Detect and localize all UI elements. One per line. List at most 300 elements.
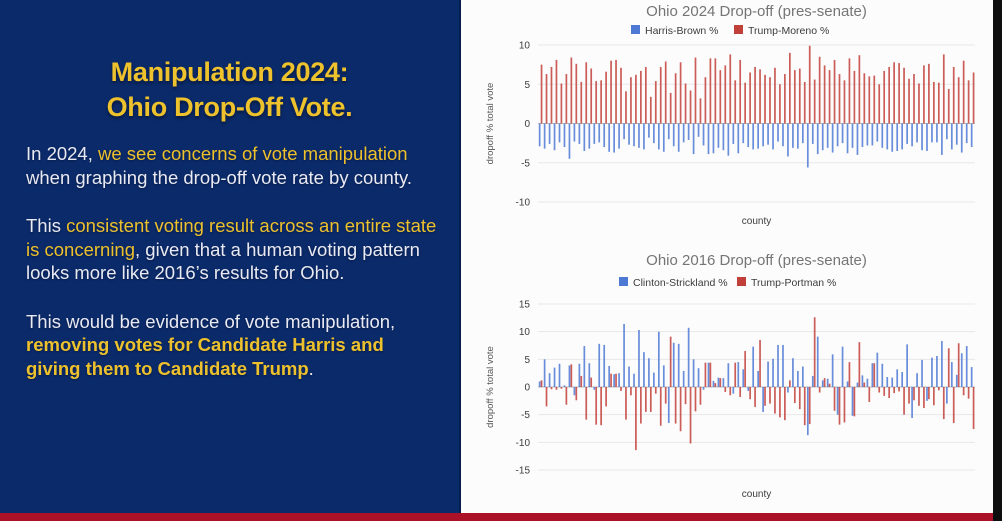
bar: [700, 98, 702, 123]
bar: [752, 347, 754, 387]
bar: [956, 124, 958, 145]
bar: [742, 124, 744, 144]
bar: [898, 387, 900, 391]
bar: [583, 346, 585, 387]
bar: [817, 337, 819, 387]
bar: [633, 124, 635, 147]
bar: [872, 124, 874, 146]
bar: [653, 124, 655, 144]
bar: [886, 377, 888, 387]
bar: [638, 330, 640, 387]
bar: [812, 376, 814, 387]
bar: [926, 387, 928, 401]
bar: [698, 368, 700, 387]
bar: [566, 74, 568, 123]
bar: [752, 124, 754, 150]
bar: [769, 77, 771, 123]
bar: [881, 364, 883, 387]
y-tick-label: -15: [515, 465, 530, 477]
bar: [579, 124, 581, 144]
bar: [588, 363, 590, 387]
bar: [583, 124, 585, 151]
y-tick-label: 0: [524, 382, 530, 394]
bar: [744, 351, 746, 387]
bar: [658, 332, 660, 387]
bar: [724, 387, 726, 392]
bar: [933, 387, 935, 405]
text-segment-white: .: [308, 357, 314, 379]
bar: [873, 76, 875, 124]
bar: [564, 124, 566, 148]
bar: [700, 387, 702, 405]
bar: [541, 380, 543, 387]
bar: [544, 359, 546, 387]
bar: [807, 124, 809, 168]
slide-title: [8, 55, 451, 125]
bar: [655, 387, 657, 394]
bar: [936, 356, 938, 387]
bar: [600, 387, 602, 425]
bar: [695, 387, 697, 411]
bar: [951, 124, 953, 150]
bar: [878, 387, 880, 393]
bar: [906, 124, 908, 144]
bar: [906, 344, 908, 387]
bar: [729, 387, 731, 395]
bar: [792, 124, 794, 148]
bar: [854, 71, 856, 124]
bar: [784, 74, 786, 123]
bar: [628, 367, 630, 387]
bar: [802, 367, 804, 387]
bar: [734, 80, 736, 123]
bar: [620, 68, 622, 124]
bar: [683, 124, 685, 143]
bar: [797, 124, 799, 149]
bar: [747, 124, 749, 148]
bar: [710, 363, 712, 387]
bar: [859, 55, 861, 123]
bar: [933, 82, 935, 124]
bar: [913, 74, 915, 123]
bar: [832, 124, 834, 153]
bar: [660, 387, 662, 426]
bar: [718, 378, 720, 387]
bar: [931, 358, 933, 387]
bar: [774, 68, 776, 124]
bar: [809, 46, 811, 124]
bar: [663, 365, 665, 387]
bar: [971, 367, 973, 387]
bar: [951, 362, 953, 387]
bar: [868, 387, 870, 402]
bar: [630, 387, 632, 395]
bar: [916, 373, 918, 387]
bar: [544, 124, 546, 149]
legend-label: Trump-Portman %: [751, 277, 837, 289]
bar: [566, 387, 568, 405]
bar: [913, 387, 915, 400]
bar: [668, 124, 670, 140]
bar: [888, 387, 890, 398]
bar: [844, 80, 846, 123]
y-tick-label: -5: [521, 410, 530, 422]
bar: [953, 387, 955, 423]
bar: [705, 77, 707, 123]
bar: [822, 124, 824, 151]
bar: [559, 364, 561, 387]
bar: [564, 385, 566, 387]
bar: [834, 60, 836, 124]
bar: [857, 383, 859, 387]
bar: [782, 124, 784, 147]
bar: [660, 67, 662, 124]
y-tick-label: 5: [524, 354, 530, 366]
bar: [574, 387, 576, 395]
bar: [685, 83, 687, 123]
bar: [849, 362, 851, 387]
bar: [561, 83, 563, 123]
bar: [665, 61, 667, 123]
text-segment-gold-bold: removing votes for Candidate Harris and giving them to Candidate Trump: [26, 334, 384, 379]
bar: [916, 124, 918, 143]
bar: [794, 70, 796, 123]
bar: [896, 124, 898, 151]
series-blue: [539, 124, 973, 168]
bar: [610, 374, 612, 387]
bar: [673, 124, 675, 147]
bar: [901, 372, 903, 387]
x-axis-title: county: [741, 489, 772, 500]
legend-swatch: [619, 277, 628, 286]
bar: [708, 363, 710, 387]
bar: [968, 80, 970, 123]
bar: [549, 124, 551, 144]
bar: [580, 376, 582, 387]
text-segment-white: , given that a human voting pattern looks more like 2016’s results for Ohio.: [26, 238, 420, 283]
bar: [593, 387, 595, 390]
bar: [693, 124, 695, 155]
bar: [675, 73, 677, 123]
bar: [695, 58, 697, 124]
left-text-panel: [0, 0, 461, 513]
bar: [971, 124, 973, 148]
bar: [896, 369, 898, 387]
text-segment-gold: consistent voting result across an entire state is concerning: [26, 215, 437, 260]
chart-2016-dropoff: [461, 245, 993, 513]
bar: [551, 67, 553, 124]
bar: [571, 58, 573, 124]
bar: [769, 387, 771, 404]
bar: [713, 381, 715, 387]
bar: [546, 74, 548, 123]
text-segment-white: This: [26, 215, 67, 236]
bar: [688, 124, 690, 140]
bar: [693, 359, 695, 387]
bar: [734, 363, 736, 387]
bar: [615, 374, 617, 387]
bar: [824, 65, 826, 123]
bar: [595, 387, 597, 425]
bar: [961, 124, 963, 153]
bar: [754, 387, 756, 407]
bar: [946, 387, 948, 404]
bar: [579, 364, 581, 387]
legend-swatch: [631, 25, 640, 34]
y-tick-label: 15: [518, 299, 530, 311]
bar: [574, 124, 576, 142]
bar: [842, 347, 844, 387]
bar: [719, 70, 721, 123]
bar: [799, 69, 801, 124]
bar: [718, 124, 720, 148]
bar: [819, 57, 821, 124]
bar: [610, 61, 612, 124]
bar: [881, 124, 883, 148]
bar: [575, 64, 577, 124]
bar: [829, 70, 831, 123]
bar: [911, 124, 913, 147]
bar: [569, 124, 571, 159]
bar: [941, 124, 943, 155]
bar: [585, 387, 587, 420]
bar: [966, 346, 968, 387]
bar: [715, 383, 717, 387]
bar: [787, 124, 789, 157]
bar: [608, 366, 610, 387]
slide-title-line2: Ohio Drop-Off Vote.: [106, 92, 353, 122]
bar: [598, 344, 600, 387]
legend-swatch: [734, 25, 743, 34]
bar: [635, 75, 637, 124]
bar: [857, 124, 859, 155]
bar: [963, 61, 965, 124]
bar: [928, 64, 930, 124]
chart-title: Ohio 2024 Drop-off (pres-senate): [646, 3, 867, 20]
bar: [777, 124, 779, 142]
bar: [757, 371, 759, 387]
bar: [678, 344, 680, 387]
bar: [789, 380, 791, 387]
bar: [817, 124, 819, 155]
bar: [921, 124, 923, 151]
bar: [888, 67, 890, 124]
y-tick-label: -10: [515, 437, 530, 449]
bar: [742, 369, 744, 387]
bar: [665, 387, 667, 404]
bar: [645, 67, 647, 124]
bar: [715, 58, 717, 123]
bar: [772, 124, 774, 150]
bar: [673, 343, 675, 387]
bar: [670, 337, 672, 387]
bar: [923, 65, 925, 123]
bar: [973, 72, 975, 123]
bar: [645, 387, 647, 412]
bar: [628, 124, 630, 145]
bar: [868, 76, 870, 123]
bar: [618, 124, 620, 149]
text-segment-gold: we see concerns of vote manipulation: [98, 143, 408, 164]
bar: [719, 378, 721, 387]
body-paragraph: [26, 214, 437, 285]
bar: [703, 124, 705, 146]
bar: [948, 89, 950, 124]
legend-label: Clinton-Strickland %: [633, 277, 728, 289]
text-segment-white: In 2024,: [26, 143, 99, 164]
bar: [891, 124, 893, 152]
series-blue: [539, 324, 973, 435]
y-axis-title: dropoff % total vote: [485, 346, 496, 428]
bar: [648, 124, 650, 138]
bar: [928, 387, 930, 399]
bar: [598, 124, 600, 143]
bar: [569, 365, 571, 387]
bar: [759, 340, 761, 387]
bar: [876, 353, 878, 387]
bar: [812, 124, 814, 144]
bar: [571, 364, 573, 387]
bar: [767, 362, 769, 387]
bar: [867, 124, 869, 146]
bar: [799, 387, 801, 409]
bar: [886, 124, 888, 150]
bar: [648, 358, 650, 387]
bar: [620, 387, 622, 391]
slide-title-line1: Manipulation 2024:: [110, 57, 349, 87]
bar: [792, 358, 794, 387]
bar: [539, 124, 541, 147]
bar: [958, 77, 960, 123]
bar: [893, 62, 895, 123]
bar: [675, 387, 677, 424]
bar: [605, 387, 607, 406]
bar: [784, 387, 786, 420]
bar: [678, 124, 680, 152]
bar: [876, 124, 878, 142]
bar: [556, 60, 558, 124]
bar: [650, 387, 652, 412]
bar: [732, 124, 734, 144]
charts-panel: [461, 0, 993, 513]
bar: [749, 387, 751, 399]
bar: [757, 124, 759, 149]
bar: [539, 381, 541, 387]
bar: [618, 373, 620, 387]
bar: [739, 387, 741, 397]
bar: [862, 124, 864, 148]
body-paragraph: [26, 142, 437, 189]
bar: [802, 124, 804, 144]
bar: [837, 387, 839, 415]
bar: [862, 375, 864, 387]
bar: [541, 65, 543, 124]
y-axis-title: dropoff % total vote: [485, 82, 496, 165]
bar: [789, 53, 791, 124]
bar: [690, 387, 692, 443]
bar: [723, 124, 725, 151]
y-tick-label: -10: [515, 197, 530, 209]
bar: [824, 378, 826, 387]
bar: [546, 387, 548, 406]
bar: [580, 82, 582, 124]
y-tick-label: 10: [518, 40, 530, 52]
bar: [703, 387, 705, 390]
bar: [779, 84, 781, 123]
y-tick-label: 0: [524, 119, 530, 130]
bar: [918, 83, 920, 123]
bar: [777, 345, 779, 387]
bar: [946, 124, 948, 140]
bar: [829, 384, 831, 387]
bar: [863, 73, 865, 123]
bar: [680, 387, 682, 431]
bar: [710, 58, 712, 123]
bar: [680, 62, 682, 123]
bar: [588, 124, 590, 149]
bar: [898, 63, 900, 123]
bar: [839, 387, 841, 425]
bar: [554, 124, 556, 151]
bar: [827, 379, 829, 387]
bar: [854, 387, 856, 416]
bar: [683, 371, 685, 387]
bar: [635, 387, 637, 450]
bar: [603, 345, 605, 387]
bar: [948, 348, 950, 387]
bar: [759, 69, 761, 123]
bar: [593, 124, 595, 144]
bar: [837, 124, 839, 147]
bar: [650, 97, 652, 124]
bar: [625, 91, 627, 123]
bar: [698, 124, 700, 137]
bar: [779, 387, 781, 417]
bar: [575, 387, 577, 400]
bar: [903, 387, 905, 415]
bar: [739, 60, 741, 124]
bar: [859, 342, 861, 387]
bar: [844, 387, 846, 422]
legend-swatch: [737, 277, 746, 286]
text-segment-white: This would be evidence of vote manipulation,: [26, 310, 396, 332]
bar: [640, 387, 642, 424]
bar: [794, 387, 796, 403]
bar: [863, 383, 865, 387]
bar: [963, 387, 965, 395]
bar: [613, 374, 615, 387]
bar: [638, 124, 640, 148]
bar: [873, 363, 875, 387]
bar: [561, 387, 563, 389]
bar: [603, 124, 605, 148]
x-axis-title: county: [741, 216, 772, 227]
bar: [590, 69, 592, 124]
bar: [685, 387, 687, 404]
bar: [926, 124, 928, 151]
bar: [923, 387, 925, 408]
bar: [708, 124, 710, 155]
bar: [754, 67, 756, 124]
legend-label: Harris-Brown %: [645, 25, 719, 37]
bar: [931, 124, 933, 143]
bar: [943, 387, 945, 419]
slide-body: [26, 142, 437, 380]
bar: [872, 363, 874, 387]
bar: [936, 124, 938, 143]
bar: [958, 343, 960, 387]
bar: [819, 387, 821, 393]
